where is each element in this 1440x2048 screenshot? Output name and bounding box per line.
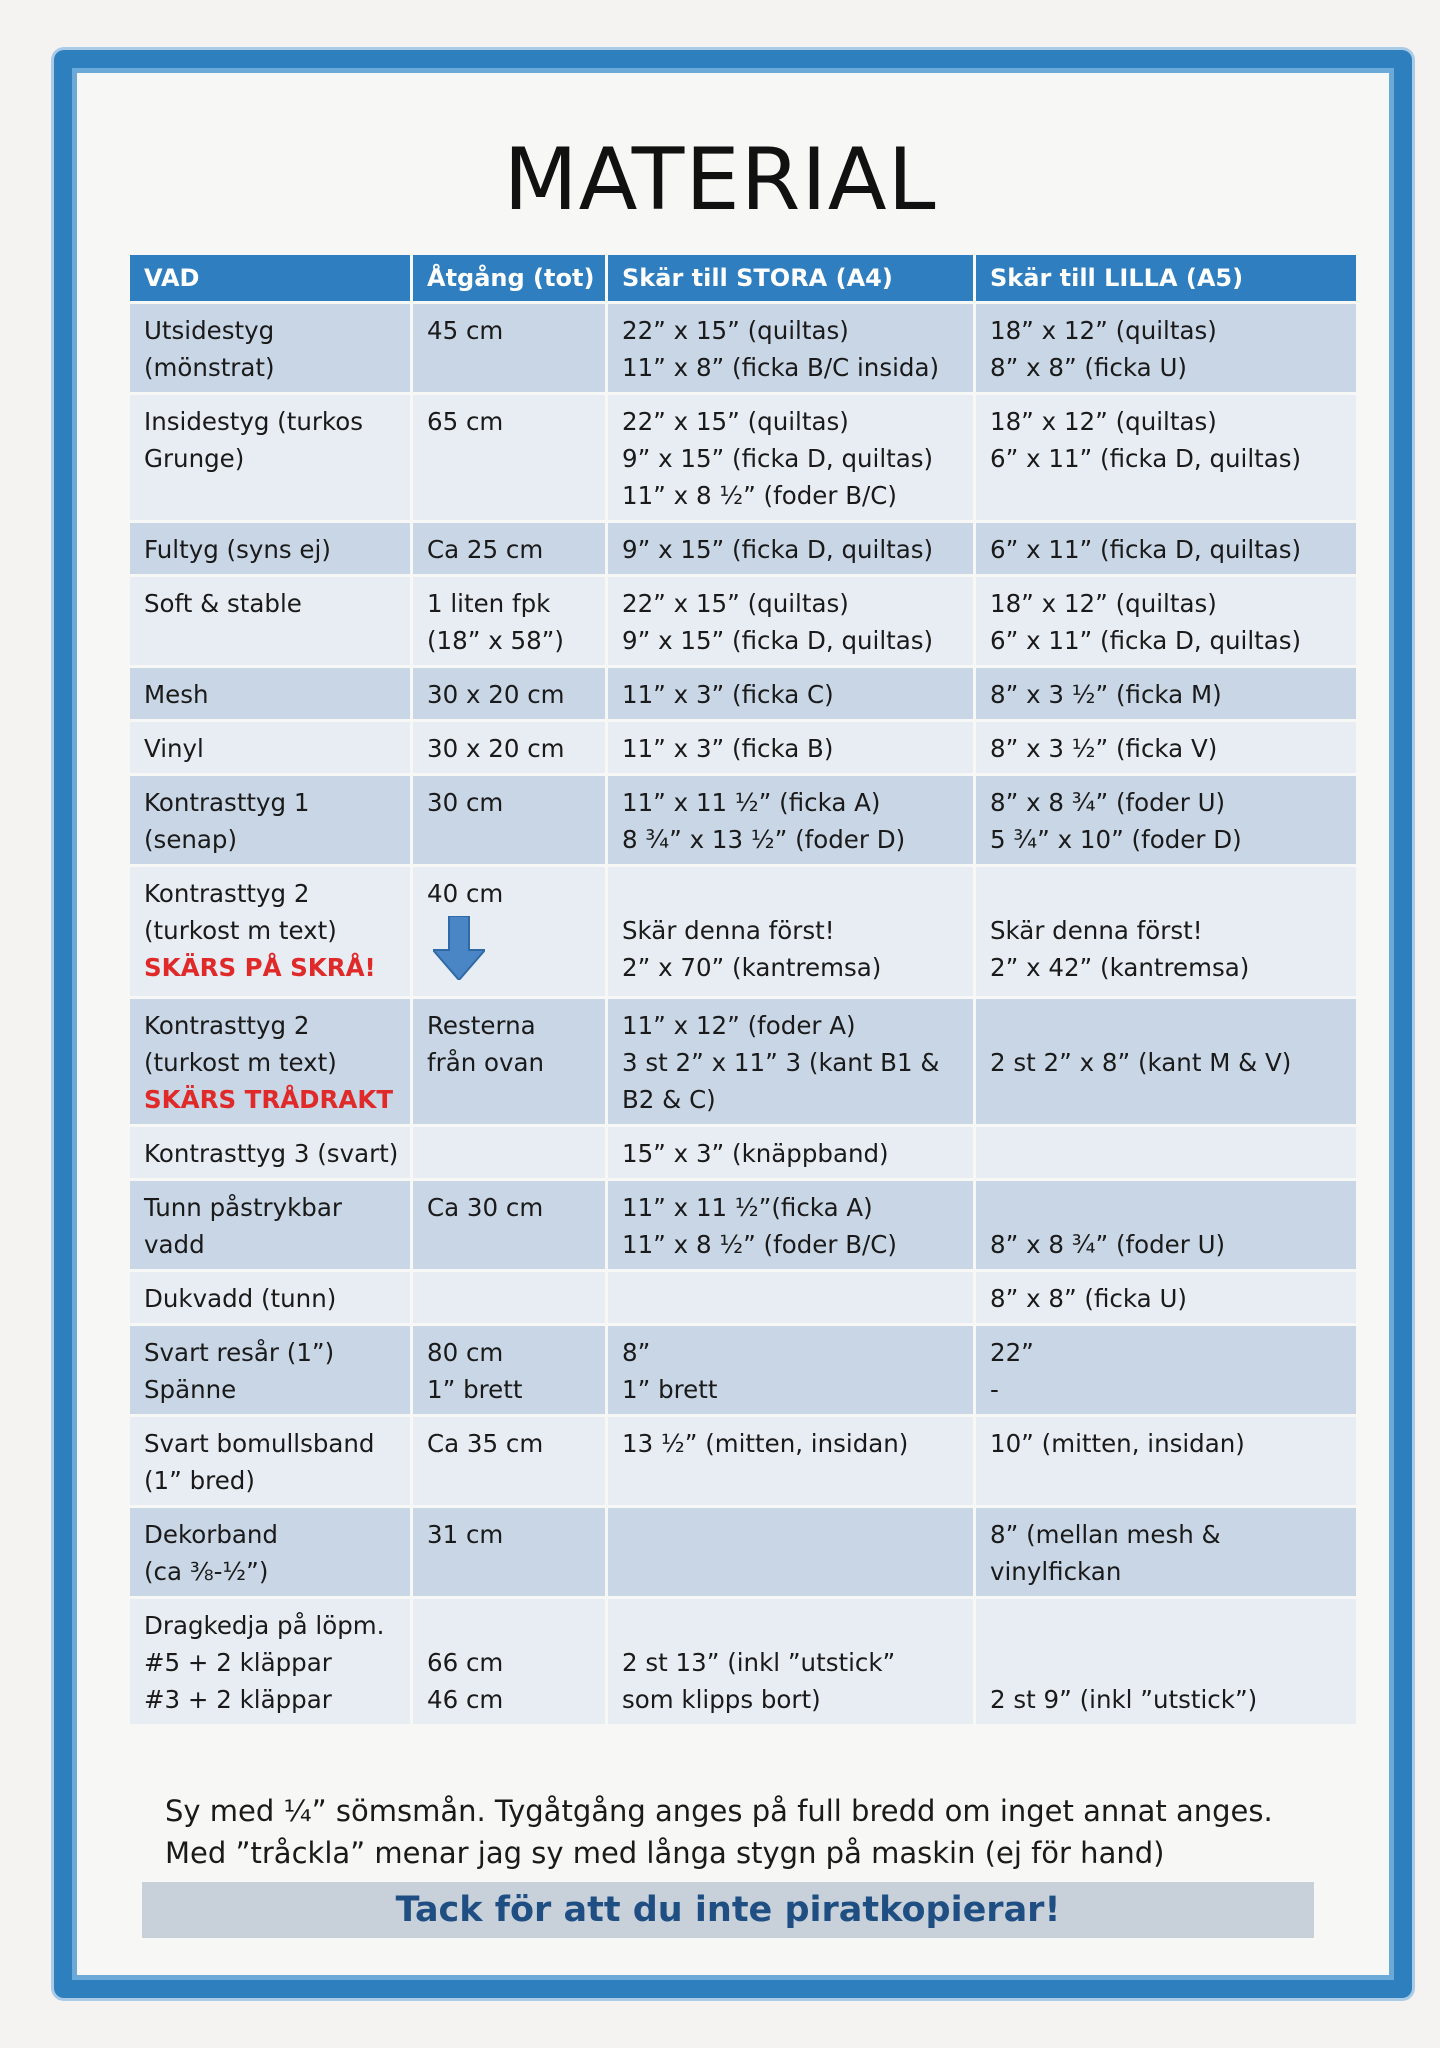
- cell-line: 8”: [622, 1338, 651, 1367]
- material-table: [127, 252, 1359, 1727]
- cell-line: 6” x 11” (ficka D, quiltas): [990, 626, 1302, 655]
- cell-lilla: [976, 395, 1356, 520]
- cell-line: 8 ¾” x 13 ½” (foder D): [622, 825, 906, 854]
- cell-stora: [608, 1599, 973, 1724]
- table-row: [130, 668, 1356, 719]
- cell-line: 3 st 2” x 11” 3 (kant B1 &: [622, 1048, 940, 1077]
- page-title: MATERIAL: [503, 130, 937, 230]
- cell-vad: [130, 577, 410, 665]
- cell-atgang: [413, 523, 605, 574]
- cell-line: [990, 875, 1342, 912]
- cell-atgang: [413, 867, 605, 996]
- cell-vad: [130, 1417, 410, 1505]
- table-row: [130, 1181, 1356, 1269]
- cell-line: 11” x 11 ½” (ficka A): [622, 788, 881, 817]
- cell-line: 11” x 3” (ficka B): [622, 734, 834, 763]
- cell-line: 2 st 2” x 8” (kant M & V): [990, 1048, 1292, 1077]
- cell-line: [427, 1135, 591, 1172]
- cell-atgang: [413, 577, 605, 665]
- cell-line: Vinyl: [144, 734, 204, 763]
- cell-line: Fultyg (syns ej): [144, 535, 331, 564]
- cell-lilla: [976, 867, 1356, 996]
- table-row: [130, 523, 1356, 574]
- cell-line: 66 cm: [427, 1648, 504, 1677]
- cell-line: 11” x 3” (ficka C): [622, 680, 834, 709]
- cell-line: Dragkedja på löpm.: [144, 1611, 385, 1640]
- cell-line: 1 liten fpk: [427, 589, 551, 618]
- cell-line: 8” x 3 ½” (ficka V): [990, 734, 1218, 763]
- cell-line: 11” x 8 ½” (foder B/C): [622, 1230, 897, 1259]
- table-row: [130, 999, 1356, 1124]
- cell-lilla: [976, 668, 1356, 719]
- cell-line: 9” x 15” (ficka D, quiltas): [622, 626, 934, 655]
- cell-line: Ca 35 cm: [427, 1429, 544, 1458]
- cell-line: [622, 1607, 959, 1644]
- cell-line: [622, 1280, 959, 1317]
- note-line: Med ”tråckla” menar jag sy med långa stygn på maskin (ej för hand): [165, 1836, 1165, 1870]
- cell-line: 2” x 42” (kantremsa): [990, 953, 1250, 982]
- cell-vad: [130, 776, 410, 864]
- cell-line: Kontrasttyg 2: [144, 879, 310, 908]
- cell-line: Kontrasttyg 3 (svart): [144, 1139, 399, 1168]
- table-row: [130, 1417, 1356, 1505]
- cell-line: 8” x 8” (ficka U): [990, 1284, 1187, 1313]
- cell-atgang: [413, 999, 605, 1124]
- table-body: [130, 304, 1356, 1724]
- cell-vad: [130, 1599, 410, 1724]
- cell-vad: [130, 999, 410, 1124]
- cell-line: 5 ¾” x 10” (foder D): [990, 825, 1242, 854]
- cell-atgang: [413, 722, 605, 773]
- cell-line: 8” x 3 ½” (ficka M): [990, 680, 1222, 709]
- cell-atgang: [413, 1508, 605, 1596]
- cell-line: Insidestyg (turkos: [144, 407, 363, 436]
- cell-line: #5 + 2 kläppar: [144, 1648, 332, 1677]
- cell-line: 11” x 12” (foder A): [622, 1011, 856, 1040]
- notes: [165, 1790, 1315, 1874]
- cell-line: (turkost m text): [144, 1048, 337, 1077]
- cell-stora: [608, 668, 973, 719]
- cell-lilla: [976, 1417, 1356, 1505]
- cell-lilla: [976, 1127, 1356, 1178]
- cell-lilla: [976, 1599, 1356, 1724]
- cell-line: Dekorband: [144, 1520, 278, 1549]
- table-row: [130, 867, 1356, 996]
- cell-line: 10” (mitten, insidan): [990, 1429, 1245, 1458]
- cell-line: 18” x 12” (quiltas): [990, 589, 1217, 618]
- cell-stora: [608, 1326, 973, 1414]
- cell-atgang: [413, 1599, 605, 1724]
- cell-lilla: [976, 304, 1356, 392]
- cell-line: Mesh: [144, 680, 209, 709]
- cell-stora: [608, 523, 973, 574]
- cell-vad: [130, 395, 410, 520]
- cell-vad: [130, 1272, 410, 1323]
- cell-lilla: [976, 776, 1356, 864]
- cell-line: 30 cm: [427, 788, 504, 817]
- cell-vad: [130, 668, 410, 719]
- cell-line: 9” x 15” (ficka D, quiltas): [622, 535, 934, 564]
- cell-stora: [608, 867, 973, 996]
- cell-atgang: [413, 395, 605, 520]
- cell-line: 45 cm: [427, 316, 504, 345]
- thanks-banner: Tack för att du inte piratkopierar!: [142, 1882, 1314, 1938]
- table-row: [130, 1326, 1356, 1414]
- cell-line: 22” x 15” (quiltas): [622, 589, 849, 618]
- cell-line: 22” x 15” (quiltas): [622, 407, 849, 436]
- cell-line: 8” x 8” (ficka U): [990, 353, 1187, 382]
- cell-line: 31 cm: [427, 1520, 504, 1549]
- cell-line: 6” x 11” (ficka D, quiltas): [990, 444, 1302, 473]
- table-row: [130, 776, 1356, 864]
- cell-atgang: [413, 1181, 605, 1269]
- cell-line: [990, 1189, 1342, 1226]
- cell-line: 2 st 9” (inkl ”utstick”): [990, 1685, 1258, 1714]
- cell-vad: [130, 867, 410, 996]
- cell-line: Soft & stable: [144, 589, 302, 618]
- cell-line: [427, 1280, 591, 1317]
- cell-line: 8” x 8 ¾” (foder U): [990, 788, 1226, 817]
- cell-line: 8” x 8 ¾” (foder U): [990, 1230, 1226, 1259]
- cell-atgang: [413, 668, 605, 719]
- cell-line: Svart bomullsband: [144, 1429, 375, 1458]
- cell-line: Tunn påstrykbar: [144, 1193, 342, 1222]
- cell-stora: [608, 1181, 973, 1269]
- cell-line: 6” x 11” (ficka D, quiltas): [990, 535, 1302, 564]
- cell-lilla: [976, 1272, 1356, 1323]
- cell-line: Ca 25 cm: [427, 535, 544, 564]
- cell-lilla: [976, 1181, 1356, 1269]
- cell-line: Kontrasttyg 1: [144, 788, 310, 817]
- cell-line: [990, 1135, 1342, 1172]
- cell-lilla: [976, 1326, 1356, 1414]
- cell-line: [990, 1607, 1342, 1644]
- cell-atgang: [413, 776, 605, 864]
- arrow-down-icon: [433, 916, 591, 990]
- cell-line: 18” x 12” (quiltas): [990, 316, 1217, 345]
- cell-stora: [608, 395, 973, 520]
- cell-atgang: [413, 1127, 605, 1178]
- cell-stora: [608, 776, 973, 864]
- cell-line: Ca 30 cm: [427, 1193, 544, 1222]
- cell-line: Dukvadd (tunn): [144, 1284, 337, 1313]
- table-header-row: [130, 255, 1356, 301]
- cell-line: [990, 1007, 1342, 1044]
- cell-line: 9” x 15” (ficka D, quiltas): [622, 444, 934, 473]
- cell-stora: [608, 1272, 973, 1323]
- cell-line: #3 + 2 kläppar: [144, 1685, 332, 1714]
- cell-line: B2 & C): [622, 1085, 716, 1114]
- cell-line: 22”: [990, 1338, 1034, 1367]
- cell-line: 11” x 11 ½”(ficka A): [622, 1193, 873, 1222]
- cell-atgang: [413, 1417, 605, 1505]
- cell-vad: [130, 523, 410, 574]
- cell-vad: [130, 1326, 410, 1414]
- cell-vad: [130, 304, 410, 392]
- cell-lilla: [976, 999, 1356, 1124]
- cell-line: 1” brett: [427, 1375, 523, 1404]
- cell-vad: [130, 1127, 410, 1178]
- cell-line: vadd: [144, 1230, 205, 1259]
- table-row: [130, 722, 1356, 773]
- cell-vad: [130, 1508, 410, 1596]
- cell-line: [622, 875, 959, 912]
- note-line: Sy med ¼” sömsmån. Tygåtgång anges på full bredd om inget annat anges.: [165, 1794, 1273, 1828]
- cell-atgang: [413, 1326, 605, 1414]
- table-row: [130, 304, 1356, 392]
- cell-line: [427, 1607, 591, 1644]
- cell-line: [990, 1644, 1342, 1681]
- cell-atgang: [413, 304, 605, 392]
- cell-stora: [608, 304, 973, 392]
- cell-line: 80 cm: [427, 1338, 504, 1367]
- cell-line: 1” brett: [622, 1375, 718, 1404]
- cell-stora: [608, 1508, 973, 1596]
- cell-lilla: [976, 722, 1356, 773]
- cell-atgang: [413, 1272, 605, 1323]
- cell-line: 13 ½” (mitten, insidan): [622, 1429, 909, 1458]
- cell-line: vinylfickan: [990, 1557, 1122, 1586]
- warning-text: SKÄRS PÅ SKRÅ!: [144, 953, 376, 982]
- cell-line: (18” x 58”): [427, 626, 564, 655]
- cell-line: (turkost m text): [144, 916, 337, 945]
- cell-line: 18” x 12” (quiltas): [990, 407, 1217, 436]
- cell-line: 22” x 15” (quiltas): [622, 316, 849, 345]
- cell-line: 40 cm: [427, 879, 504, 908]
- cell-line: -: [990, 1375, 999, 1404]
- cell-vad: [130, 722, 410, 773]
- cell-line: 8” (mellan mesh &: [990, 1520, 1221, 1549]
- table-row: [130, 577, 1356, 665]
- cell-line: 15” x 3” (knäppband): [622, 1139, 889, 1168]
- cell-stora: [608, 999, 973, 1124]
- cell-line: från ovan: [427, 1048, 545, 1077]
- table-row: [130, 395, 1356, 520]
- cell-line: 11” x 8 ½” (foder B/C): [622, 481, 897, 510]
- cell-line: 46 cm: [427, 1685, 504, 1714]
- cell-lilla: [976, 577, 1356, 665]
- table-row: [130, 1127, 1356, 1178]
- cell-stora: [608, 577, 973, 665]
- table-row: [130, 1272, 1356, 1323]
- cell-line: Svart resår (1”): [144, 1338, 335, 1367]
- header-vad: VAD: [130, 255, 410, 301]
- cell-line: 30 x 20 cm: [427, 680, 565, 709]
- cell-stora: [608, 722, 973, 773]
- cell-line: (ca ⅜-½”): [144, 1557, 269, 1586]
- cell-line: 65 cm: [427, 407, 504, 436]
- cell-stora: [608, 1127, 973, 1178]
- cell-line: 2” x 70” (kantremsa): [622, 953, 882, 982]
- cell-line: som klipps bort): [622, 1685, 821, 1714]
- cell-line: (mönstrat): [144, 353, 275, 382]
- cell-line: (senap): [144, 825, 238, 854]
- cell-line: (1” bred): [144, 1466, 255, 1495]
- header-lilla: Skär till LILLA (A5): [976, 255, 1356, 301]
- cell-line: Skär denna först!: [622, 916, 835, 945]
- header-atgang: Åtgång (tot): [413, 255, 605, 301]
- cell-lilla: [976, 523, 1356, 574]
- table-row: [130, 1599, 1356, 1724]
- cell-lilla: [976, 1508, 1356, 1596]
- cell-line: [622, 1516, 959, 1553]
- cell-stora: [608, 1417, 973, 1505]
- cell-line: Resterna: [427, 1011, 536, 1040]
- table-row: [130, 1508, 1356, 1596]
- cell-line: 2 st 13” (inkl ”utstick”: [622, 1648, 896, 1677]
- cell-line: Spänne: [144, 1375, 237, 1404]
- cell-line: 30 x 20 cm: [427, 734, 565, 763]
- cell-vad: [130, 1181, 410, 1269]
- cell-line: 11” x 8” (ficka B/C insida): [622, 353, 940, 382]
- warning-text: SKÄRS TRÅDRAKT: [144, 1085, 394, 1114]
- header-stora: Skär till STORA (A4): [608, 255, 973, 301]
- cell-line: Utsidestyg: [144, 316, 275, 345]
- cell-line: Grunge): [144, 444, 245, 473]
- cell-line: Kontrasttyg 2: [144, 1011, 310, 1040]
- cell-line: Skär denna först!: [990, 916, 1203, 945]
